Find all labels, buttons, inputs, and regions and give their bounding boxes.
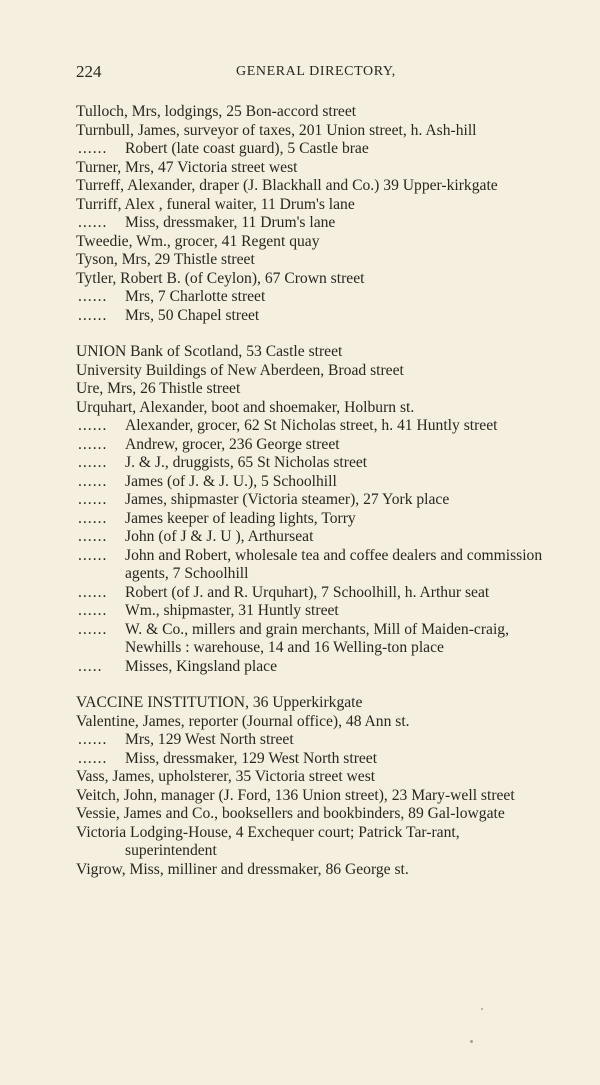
page-header: [76, 62, 536, 86]
ditto-leader: .....: [78, 657, 103, 675]
directory-entry: [76, 270, 552, 289]
directory-entry: [76, 251, 552, 270]
directory-entry: [76, 805, 552, 824]
directory-entry: [76, 694, 552, 713]
section-gap: [76, 676, 552, 694]
directory-entry: [76, 399, 552, 418]
directory-entry: [76, 177, 552, 196]
entry-text: Mrs, 7 Charlotte street: [125, 288, 266, 305]
entry-text: Tyson, Mrs, 29 Thistle street: [76, 251, 255, 268]
page-number: 224: [76, 62, 102, 81]
ditto-leader: ......: [78, 749, 108, 767]
directory-subentry: [76, 731, 552, 750]
ditto-leader: ......: [78, 417, 108, 434]
directory-entry: [76, 861, 552, 880]
entry-text: Valentine, James, reporter (Journal office), 48 Ann st.: [76, 712, 410, 730]
entry-text: Wm., shipmaster, 31 Huntly street: [125, 602, 339, 619]
directory-entry: [76, 343, 552, 362]
entry-text: Mrs, 129 West North street: [125, 731, 294, 748]
directory-subentry: [76, 307, 552, 326]
entry-text: John (of J & J. U ), Arthurseat: [125, 528, 314, 545]
entry-text: James keeper of leading lights, Torry: [125, 509, 356, 527]
entry-text: Vass, James, upholsterer, 35 Victoria street west: [76, 768, 376, 785]
directory-subentry: [76, 510, 552, 529]
ditto-leader: ......: [78, 546, 108, 564]
directory-subentry: [76, 417, 552, 436]
entry-text: Tytler, Robert B. (of Ceylon), 67 Crown street: [76, 269, 365, 287]
entry-text: Vigrow, Miss, milliner and dressmaker, 86 George st.: [76, 860, 409, 878]
directory-entry: [76, 380, 552, 399]
entry-text: Vessie, James and Co., booksellers and bookbinders, 89 Gal-lowgate: [76, 805, 505, 822]
directory-subentry: [76, 584, 552, 603]
directory-entries: [76, 103, 552, 879]
paper-speck: [481, 1008, 483, 1010]
entry-text: Turriff, Alex , funeral waiter, 11 Drum's lane: [76, 195, 355, 213]
directory-subentry: [76, 288, 552, 307]
directory-entry: [76, 824, 552, 861]
entry-text: Miss, dressmaker, 11 Drum's lane: [125, 214, 336, 231]
directory-subentry: [76, 528, 552, 547]
ditto-leader: ......: [78, 491, 108, 508]
directory-entry: [76, 233, 552, 252]
entry-text: Tulloch, Mrs, lodgings, 25 Bon-accord street: [76, 103, 357, 120]
entry-text: Miss, dressmaker, 129 West North street: [125, 749, 378, 767]
entry-text: Misses, Kingsland place: [125, 657, 278, 675]
directory-entry: [76, 103, 552, 122]
entry-text: Andrew, grocer, 236 George street: [125, 435, 340, 453]
entry-text: Turreff, Alexander, draper (J. Blackhall and Co.) 39 Upper-kirkgate: [76, 177, 498, 194]
ditto-leader: ......: [78, 472, 108, 490]
directory-subentry: [76, 602, 552, 621]
ditto-leader: ......: [78, 454, 108, 471]
paper-speck: [470, 1040, 473, 1043]
entry-text: VACCINE INSTITUTION, 36 Upperkirkgate: [76, 694, 363, 711]
ditto-leader: ......: [78, 731, 108, 748]
entry-text: John and Robert, wholesale tea and coffee dealers and commission agents, 7 Schoolhill: [125, 546, 543, 582]
directory-subentry: [76, 140, 552, 159]
ditto-leader: ......: [78, 620, 108, 638]
directory-subentry: [76, 214, 552, 233]
ditto-leader: ......: [78, 435, 108, 453]
entry-text: Robert (of J. and R. Urquhart), 7 Schoolhill, h. Arthur seat: [125, 583, 490, 601]
entry-text: Ure, Mrs, 26 Thistle street: [76, 380, 241, 397]
directory-entry: [76, 159, 552, 178]
entry-text: Veitch, John, manager (J. Ford, 136 Union street), 23 Mary-well street: [76, 786, 515, 804]
entry-text: Tweedie, Wm., grocer, 41 Regent quay: [76, 232, 320, 250]
entry-text: Alexander, grocer, 62 St Nicholas street, h. 41 Huntly street: [125, 417, 498, 434]
directory-subentry: [76, 621, 552, 658]
directory-subentry: [76, 547, 552, 584]
ditto-leader: ......: [78, 509, 108, 527]
directory-subentry: [76, 473, 552, 492]
directory-subentry: [76, 454, 552, 473]
entry-text: W. & Co., millers and grain merchants, Mill of Maiden-craig, Newhills : warehouse, 14 and 16 Welling-ton place: [125, 620, 509, 656]
directory-entry: [76, 196, 552, 215]
ditto-leader: ......: [78, 140, 108, 157]
entry-text: UNION Bank of Scotland, 53 Castle street: [76, 343, 343, 360]
section-gap: [76, 325, 552, 343]
ditto-leader: ......: [78, 306, 108, 324]
ditto-leader: ......: [78, 288, 108, 305]
directory-entry: [76, 787, 552, 806]
entry-text: Turner, Mrs, 47 Victoria street west: [76, 158, 298, 176]
directory-entry: [76, 713, 552, 732]
directory-entry: [76, 768, 552, 787]
directory-entry: [76, 122, 552, 141]
directory-subentry: [76, 750, 552, 769]
directory-entry: [76, 362, 552, 381]
entry-text: Mrs, 50 Chapel street: [125, 306, 260, 324]
entry-text: James, shipmaster (Victoria steamer), 27 York place: [125, 491, 450, 508]
ditto-leader: ......: [78, 528, 108, 545]
ditto-leader: ......: [78, 602, 108, 619]
entry-text: Victoria Lodging-House, 4 Exchequer court; Patrick Tar-rant, superintendent: [76, 823, 460, 859]
entry-text: Urquhart, Alexander, boot and shoemaker, Holburn st.: [76, 398, 415, 416]
entry-text: Turnbull, James, surveyor of taxes, 201 Union street, h. Ash-hill: [76, 121, 477, 139]
entry-text: James (of J. & J. U.), 5 Schoolhill: [125, 472, 337, 490]
entry-text: University Buildings of New Aberdeen, Broad street: [76, 361, 404, 379]
entry-text: Robert (late coast guard), 5 Castle brae: [125, 140, 369, 157]
ditto-leader: ......: [78, 214, 108, 231]
ditto-leader: ......: [78, 583, 108, 601]
entry-text: J. & J., druggists, 65 St Nicholas street: [125, 454, 368, 471]
directory-subentry: [76, 436, 552, 455]
running-head: GENERAL DIRECTORY,: [236, 64, 396, 79]
directory-subentry: [76, 491, 552, 510]
directory-subentry: [76, 658, 552, 677]
